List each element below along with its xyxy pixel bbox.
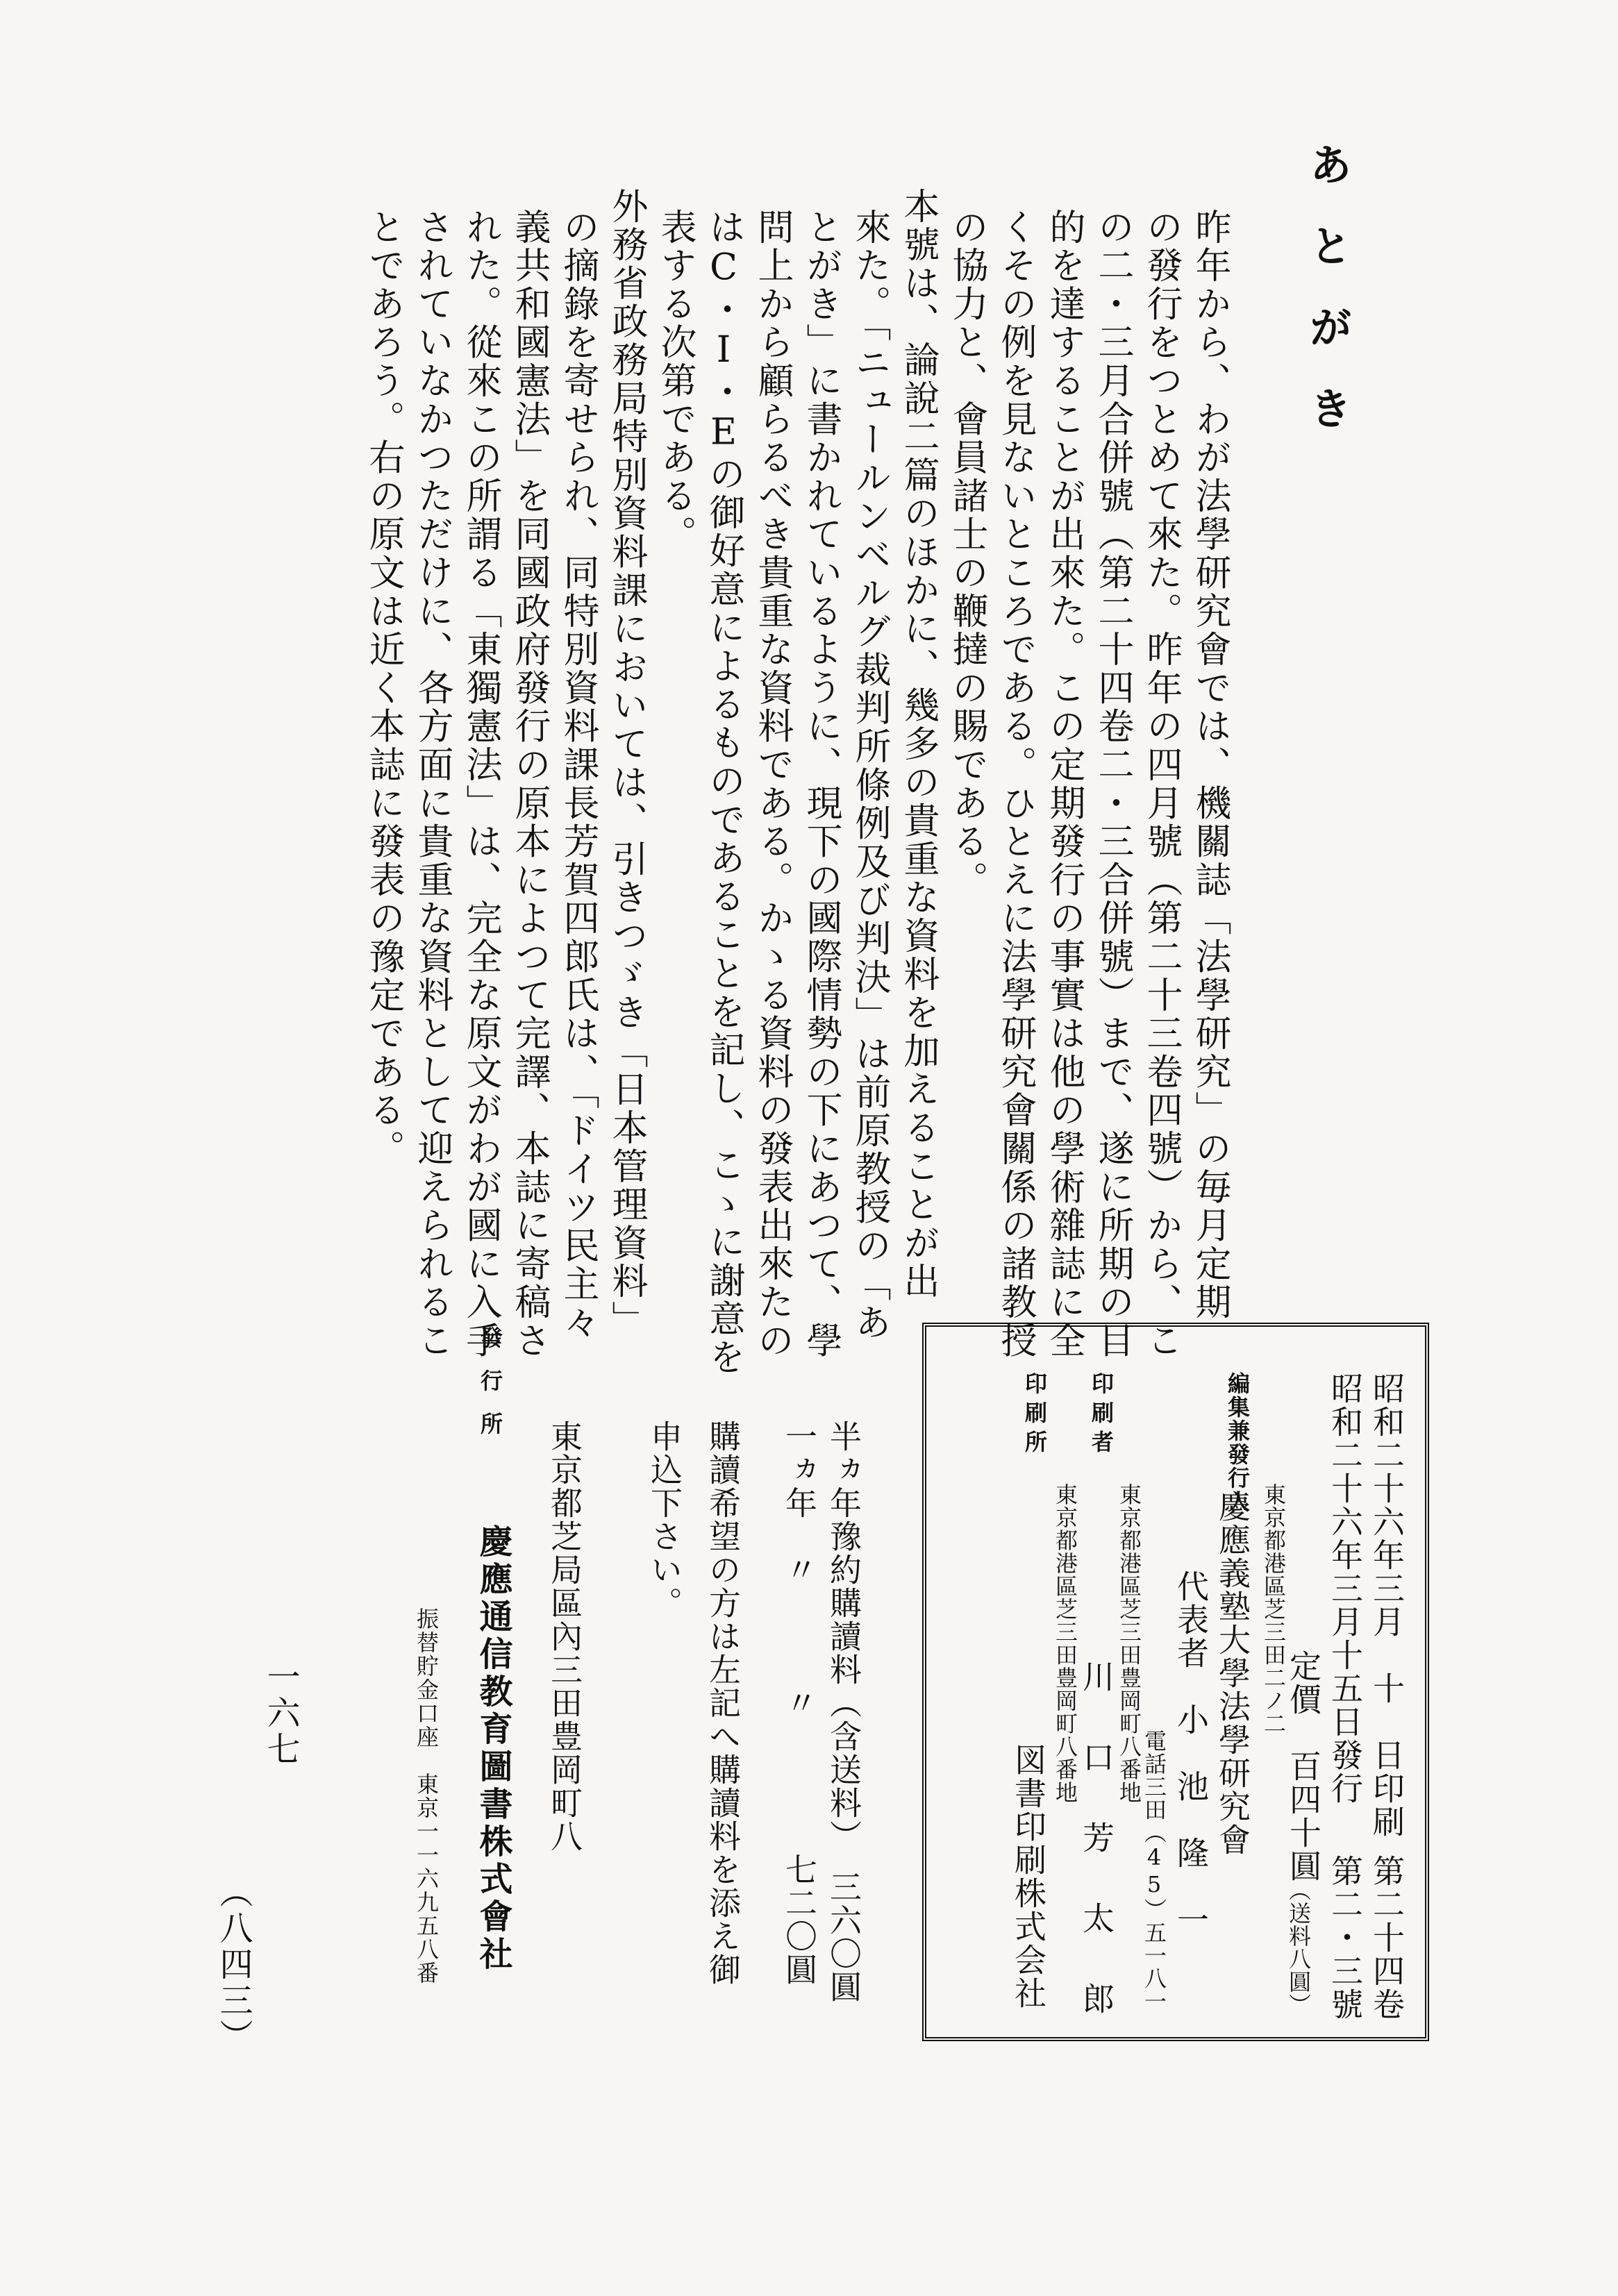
page-number-cumulative: （八四三） bbox=[214, 1875, 253, 2055]
afterword-line: の摘錄を寄せられ、同特別資料課長芳賀四郎氏は、「ドイツ民主々 bbox=[557, 208, 599, 1342]
printshop-name: 図書印刷株式会社 bbox=[1010, 1743, 1047, 2010]
subscription-one-year: 一ヵ年 〃 〃 七二〇圓 bbox=[781, 1420, 818, 1986]
publisher-label: 發行所 bbox=[477, 1326, 503, 1455]
afterword-line: 問上から顧らるべき貴重な資料である。かゝる資料の發表出來たの bbox=[751, 208, 793, 1360]
afterword-line: 義共和國憲法」を同國政府發行の原本によつて完譯、本誌に寄稿さ bbox=[508, 208, 550, 1360]
afterword-line: 外務省政務局特別資料課においては、引きつゞき「日本管理資料」 bbox=[606, 187, 647, 1339]
afterword-line: くその例を見ないところである。ひとえに法學研究會關係の諸教授 bbox=[994, 208, 1036, 1360]
afterword-line: の發行をつとめて來た。昨年の四月號（第二十三卷四號）から、こ bbox=[1140, 208, 1182, 1360]
publisher-address: 東京都芝局區內三田豊岡町八 bbox=[546, 1420, 583, 1853]
afterword-line: はC・I・Eの御好意によるものであることを記し、こゝに謝意を bbox=[703, 208, 744, 1377]
afterword-line: 來た。「ニュールンベルグ裁判所條例及び判決」は前原教授の「あ bbox=[849, 208, 890, 1342]
postage: （送料八圓） bbox=[1285, 1879, 1312, 2016]
issue-date: 昭和二十六年三月十五日發行 bbox=[1326, 1372, 1364, 1805]
printer-address: 東京都港區芝三田豊岡町八番地 bbox=[1116, 1483, 1142, 1804]
afterword-line: れた。從來この所謂る「東獨憲法」は、完全な原文がわが國に入手 bbox=[460, 208, 501, 1360]
afterword-line: 的を達することが出來た。この定期發行の事實は他の學術雜誌に全 bbox=[1043, 208, 1085, 1360]
editor-label: 編集兼發行人 bbox=[1224, 1372, 1251, 1514]
page-number: 一六七 bbox=[261, 1659, 300, 1768]
publisher-name: 慶應通信教育圖書株式會社 bbox=[474, 1524, 512, 1974]
printshop-label: 印刷所 bbox=[1021, 1372, 1048, 1459]
price: 定價 百四十圓 bbox=[1285, 1650, 1322, 1883]
afterword-line: 昨年から、わが法學研究會では、機關誌「法學研究」の毎月定期 bbox=[1189, 208, 1231, 1322]
subscription-note: 購讀希望の方は左記へ購讀料を添え御 bbox=[704, 1420, 742, 1986]
phone: 電話三田（45）五一八一 bbox=[1141, 1729, 1167, 2013]
afterword-line: の二・三月合併號（第二十四卷二・三合併號）まで、遂に所期の目 bbox=[1092, 208, 1133, 1360]
volume: 第二十四卷 bbox=[1368, 1854, 1406, 2021]
afterword-title: あとがき bbox=[1302, 142, 1353, 467]
afterword-line: の協力と、會員諸士の鞭撻の賜である。 bbox=[946, 208, 987, 900]
editor-address: 東京都港區芝三田二ノ二 bbox=[1260, 1483, 1287, 1735]
subscription-note: 申込下さい。 bbox=[646, 1420, 683, 1620]
printshop-address: 東京都港區芝三田豊岡町八番地 bbox=[1052, 1483, 1078, 1804]
afterword-line: とがき」に書かれているように、現下の國際情勢の下にあつて、學 bbox=[800, 208, 842, 1360]
print-date: 昭和二十六年三月 十 日印刷 bbox=[1368, 1372, 1406, 1838]
afterword-line: とであろう。右の原文は近く本誌に發表の豫定である。 bbox=[362, 208, 404, 1168]
afterword-line: 本號は、論說二篇のほかに、幾多の貴重な資料を加えることが出 bbox=[897, 187, 939, 1301]
editor-name: 代表者 小 池 隆 一 bbox=[1172, 1570, 1210, 1936]
publisher-account: 振替貯金口座 東京一一六九五八番 bbox=[413, 1607, 440, 1985]
printer-label: 印刷者 bbox=[1088, 1372, 1115, 1459]
afterword-line: されていなかつただけに、各方面に貴重な資料として迎えられるこ bbox=[411, 208, 453, 1360]
subscription-half-year: 半ヵ年豫約購讀料（含送料） 三六〇圓 bbox=[825, 1420, 862, 2004]
colophon-box bbox=[922, 1323, 1429, 2041]
printer-name: 川 口 芳 太 郎 bbox=[1078, 1660, 1115, 2022]
issue-number: 第二・三號 bbox=[1326, 1854, 1364, 2021]
editor-org: 慶應義塾大學法學研究會 bbox=[1214, 1490, 1251, 1857]
afterword-line: 表する次第である。 bbox=[654, 208, 696, 554]
